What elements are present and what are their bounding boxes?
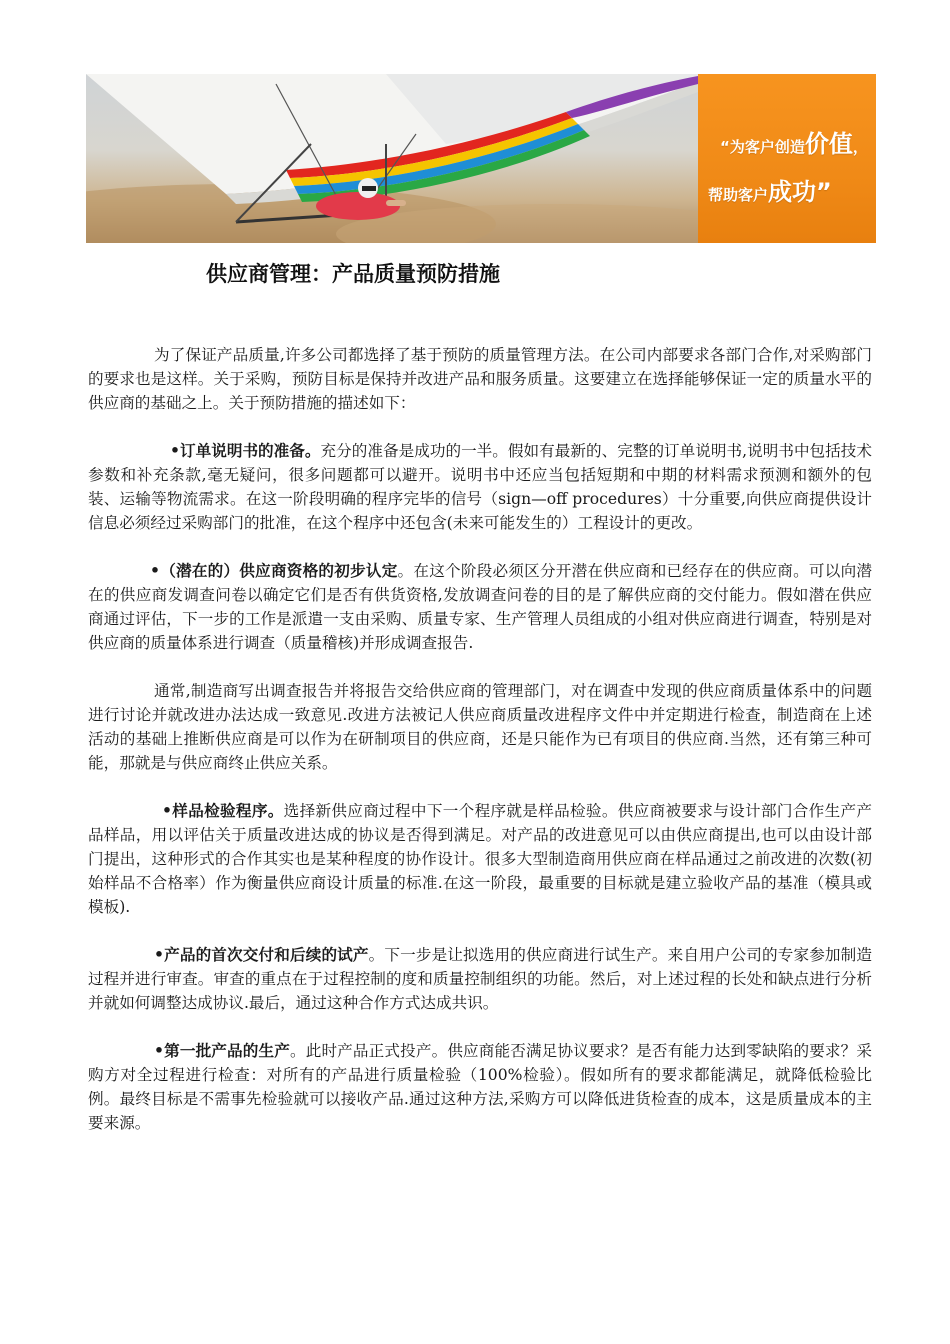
paragraph-first-batch <box>88 1039 872 1135</box>
paragraph-text: 充分的准备是成功的一半。假如有最新的、完整的订单说明书,说明书中包括技术参数和补充条款,毫无疑问，很多问题都可以避开。说明书中还应当包括短期和中期的材料需求预测和额外的包装、运输等物流需求。在这一阶段明确的程序完毕的信号（sign—off procedures）十分重要,向供应商提供设计信息必须经过采购部门的批准，在这个程序中还包含(未来可能发生的）工程设计的更改。 <box>88 442 872 532</box>
paragraph-text: 选择新供应商过程中下一个程序就是样品检验。供应商被要求与设计部门合作生产产品样品，用以评估关于质量改进达成的协议是否得到满足。对产品的改进意见可以由供应商提出,也可以由设计部门提出，这种形式的合作其实也是某种程度的协作设计。很多大型制造商用供应商在样品通过之前改进的次数(初始样品不合格率）作为衡量供应商设计质量的标准.在这一阶段，最重要的目标就是建立验收产品的基准（模具或模板). <box>88 802 872 916</box>
paragraph-sample-inspection <box>88 799 872 919</box>
hang-glider-illustration <box>86 74 698 243</box>
paragraph-order-spec <box>88 439 872 535</box>
paragraph-supplier-qualification <box>88 559 872 655</box>
paragraph-lead: •产品的首次交付和后续的试产 <box>154 946 369 964</box>
paragraph-survey-report <box>88 679 872 775</box>
paragraph-lead: •订单说明书的准备。 <box>170 442 321 460</box>
paragraph-lead: •（潜在的）供应商资格的初步认定 <box>150 562 398 580</box>
page-title: 供应商管理：产品质量预防措施 <box>206 262 500 286</box>
paragraph-text: 。此时产品正式投产。供应商能否满足协议要求？是否有能力达到零缺陷的要求？采购方对全过程进行检查：对所有的产品进行质量检验（100%检验）。假如所有的要求都能满足，就降低检验比例。最终目标是不需事先检验就可以接收产品.通过这种方法,采购方可以降低进货检查的成本，这是质量成本的主要来源。 <box>88 1042 872 1132</box>
paragraph-text: 。在这个阶段必须区分开潜在供应商和已经存在的供应商。可以向潜在的供应商发调查问卷以确定它们是否有供货资格,发放调查问卷的目的是了解供应商的交付能力。假如潜在供应商通过评估，下一步的工作是派遣一支由采购、质量专家、生产管理人员组成的小组对供应商进行调查，特别是对供应商的质量体系进行调查（质量稽核)并形成调查报告. <box>88 562 872 652</box>
slogan-line-1-small: “为客户创造 <box>720 138 805 156</box>
slogan-line-1-big: 价值 <box>804 130 853 158</box>
hang-glider-photo <box>86 74 698 243</box>
paragraph-lead: •样品检验程序。 <box>162 802 284 820</box>
paragraph-text: 。下一步是让拟选用的供应商进行试生产。来自用户公司的专家参加制造过程并进行审查。审查的重点在于过程控制的度和质量控制组织的功能。然后，对上述过程的长处和缺点进行分析并就如何调整达成协议.最后，通过这种合作方式达成共识。 <box>88 946 872 1012</box>
paragraph-text: 为了保证产品质量,许多公司都选择了基于预防的质量管理方法。在公司内部要求各部门合作,对采购部门的要求也是这样。关于采购，预防目标是保持并改进产品和服务质量。这要建立在选择能够保证一定的质量水平的供应商的基础之上。关于预防措施的描述如下： <box>88 346 872 412</box>
paragraph-first-delivery <box>88 943 872 1015</box>
slogan-line-2-big: 成功” <box>768 178 832 206</box>
paragraph-intro <box>88 343 872 415</box>
header-banner <box>86 74 876 243</box>
paragraph-text: 通常,制造商写出调查报告并将报告交给供应商的管理部门，对在调查中发现的供应商质量体系中的问题进行讨论并就改进办法达成一致意见.改进方法被记人供应商质量改进程序文件中并定期进行检查，制造商在上述活动的基础上推断供应商是可以作为在研制项目的供应商，还是只能作为已有项目的供应商.当然，还有第三种可能，那就是与供应商终止供应关系。 <box>88 682 872 772</box>
slogan-line-1-end: ， <box>852 138 868 156</box>
paragraph-lead: •第一批产品的生产 <box>154 1042 290 1060</box>
slogan-line-2-small: 帮助客户 <box>708 186 769 204</box>
slogan-line-2 <box>708 172 832 207</box>
slogan-line-1 <box>720 124 868 159</box>
article-body <box>88 343 872 1159</box>
slogan-panel <box>698 74 876 243</box>
